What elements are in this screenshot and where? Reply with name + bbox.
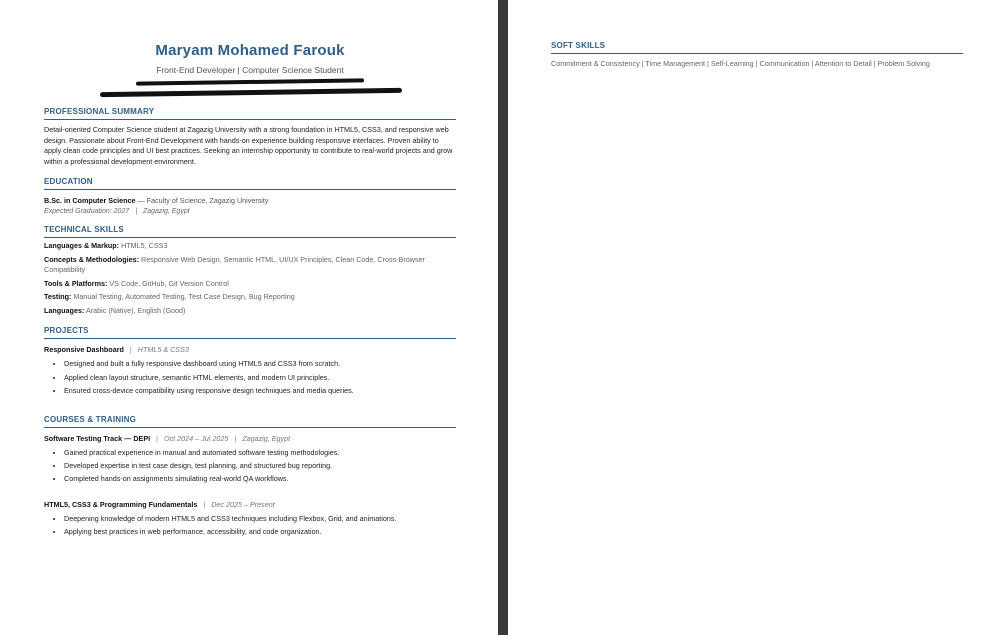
skill-label: Testing:	[44, 292, 72, 302]
education-degree-line	[44, 196, 456, 205]
course-heading	[44, 434, 456, 443]
section-soft-skills	[551, 41, 963, 70]
meta-separator: |	[156, 433, 158, 443]
section-professional-summary	[44, 107, 456, 167]
section-title: SOFT SKILLS	[551, 41, 963, 54]
section-title: PROFESSIONAL SUMMARY	[44, 107, 456, 120]
course-bullets	[44, 446, 456, 486]
list-item: • Gained practical experience in manual and automated software testing methodologies.	[64, 446, 456, 459]
skill-value: Manual Testing, Automated Testing, Test Case Design, Bug Reporting	[73, 292, 295, 302]
list-item: • Deepening knowledge of modern HTML5 and CSS3 techniques including Flexbox, Grid, and animations.	[64, 512, 456, 525]
summary-text: Detail-oriented Computer Science student at Zagazig University with a strong foundation in HTML5, CSS3, and responsive web design. Passionate about Front-End Development with hands-on experience building responsive interfaces. Proven ability to apply clean code principles and UI best practices. Seeking an internship opportunity to contribute to real-world projects and grow within a professional development environment.	[44, 125, 453, 166]
soft-skills-text: Commitment & Consistency | Time Management | Self-Learning | Communication | Attention to Detail | Problem Solving	[551, 59, 930, 68]
degree-name: B.Sc. in Computer Science	[44, 196, 136, 206]
project-heading	[44, 345, 456, 354]
graduation-date: Expected Graduation: 2027	[44, 208, 130, 216]
course-bullets	[44, 512, 456, 538]
page-separator	[498, 0, 508, 635]
course-heading	[44, 500, 456, 509]
list-item: • Applying best practices in web performance, accessibility, and code organization.	[64, 525, 456, 538]
page-2-content	[551, 41, 963, 80]
resume-name: Maryam Mohamed Farouk	[155, 42, 345, 59]
skill-row	[44, 255, 456, 276]
skill-row	[44, 279, 456, 290]
project-tech: HTML5 & CSS3	[137, 345, 189, 355]
section-title: COURSES & TRAINING	[44, 415, 456, 428]
course-location: Zagazig, Egypt	[242, 433, 291, 443]
skill-value: Responsive Web Design, Semantic HTML, UI/UX Principles, Clean Code, Cross-Browser Compatibility	[44, 254, 425, 275]
skill-row	[44, 292, 456, 303]
skill-label: Languages:	[44, 305, 85, 315]
skill-value: HTML5, CSS3	[121, 241, 168, 251]
document-page-2	[508, 0, 1000, 635]
meta-separator: |	[203, 499, 206, 509]
redaction-bar	[136, 78, 364, 85]
list-item: • Applied clean layout structure, semantic HTML elements, and modern UI principles.	[64, 371, 456, 384]
redaction-bar	[100, 88, 402, 97]
course-name: Software Testing Track — DEPI	[44, 433, 151, 443]
section-title: TECHNICAL SKILLS	[44, 225, 456, 238]
skill-value: Arabic (Native), English (Good)	[85, 305, 186, 315]
meta-separator: |	[129, 345, 132, 355]
skill-label: Tools & Platforms:	[44, 278, 108, 288]
education-meta	[44, 208, 456, 215]
course-dates: Oct 2024 – Jul 2025	[163, 433, 229, 443]
resume-subtitle: Front-End Developer | Computer Science Student	[156, 65, 344, 75]
meta-separator: |	[135, 208, 138, 216]
project-name: Responsive Dashboard	[44, 345, 124, 355]
section-education	[44, 177, 456, 215]
list-item: • Developed expertise in test case design, test planning, and structured bug reporting.	[64, 459, 456, 472]
skill-value: VS Code, GitHub, Git Version Control	[109, 278, 229, 288]
section-title: PROJECTS	[44, 326, 456, 339]
list-item: • Ensured cross-device compatibility using responsive design techniques and media queries.	[64, 384, 456, 397]
list-item: • Completed hands-on assignments simulating real-world QA workflows.	[64, 472, 456, 485]
skill-row	[44, 306, 456, 317]
project-bullets	[44, 357, 456, 397]
section-technical-skills	[44, 225, 456, 316]
meta-separator: |	[234, 433, 237, 443]
list-item: • Designed and built a fully responsive dashboard using HTML5 and CSS3 from scratch.	[64, 357, 456, 370]
skill-label: Concepts & Methodologies:	[44, 254, 140, 264]
page-1-content	[44, 42, 456, 548]
course-name: HTML5, CSS3 & Programming Fundamentals	[44, 499, 198, 509]
section-title: EDUCATION	[44, 177, 456, 190]
institution: — Faculty of Science, Zagazig University	[137, 196, 269, 206]
skill-row	[44, 241, 456, 252]
section-projects	[44, 326, 456, 397]
education-location: Zagazig, Egypt	[142, 208, 190, 216]
course-dates: Dec 2025 – Present	[211, 499, 275, 509]
redacted-contact-info	[44, 79, 456, 107]
section-courses-training	[44, 415, 456, 538]
skill-label: Languages & Markup:	[44, 241, 120, 251]
